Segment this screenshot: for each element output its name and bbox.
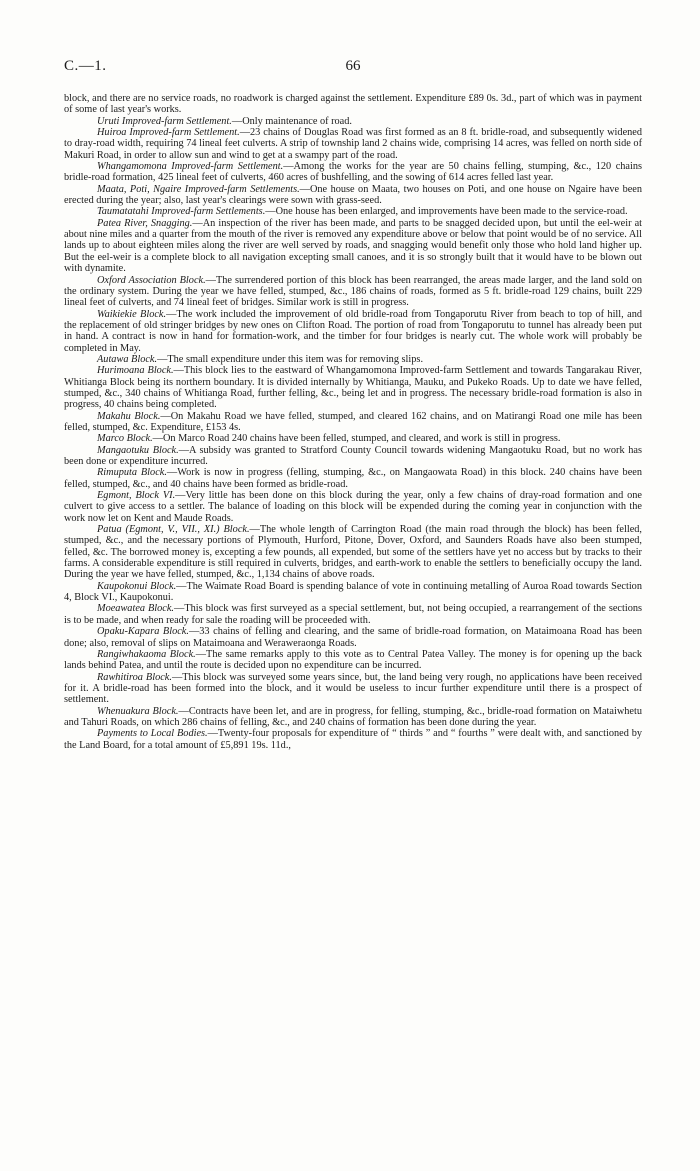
section-heading: Whangamomona Improved-farm Settlement.	[97, 161, 284, 173]
paragraph: Mangaotuku Block.—A subsidy was granted to Stratford County Council towards widening Mangaotuku Road, but no work has been done or expenditure incurred.	[64, 444, 642, 467]
section-heading: Oxford Association Block.	[97, 274, 206, 286]
paragraph: Rawhitiroa Block.—This block was surveyed some years since, but, the land being very rough, no applications have been received for it. A bridle-road has been formed into the block, and it would be useless to incur further expenditure until there is a prospect of settlement.	[64, 671, 642, 706]
section-heading: Opaku-Kapara Block.	[97, 626, 189, 638]
section-heading: Patea River, Snagging.	[97, 217, 193, 229]
section-heading: Waikiekie Block.	[97, 308, 167, 320]
section-heading: Egmont, Block VI.	[97, 490, 176, 502]
paragraph: Patea River, Snagging.—An inspection of the river has been made, and parts to be snagged decided upon, but until the eel-weir at about nine miles and a quarter from the mouth of the river is removed any expenditure above or below that point would be of no service. All lands up to about eighteen miles along the river are well served by roads, and snagging would benefit only those who hold land higher up. But the eel-weir is a complete block to all navigation excepting small canoes, and it is so strongly built that it would have to be blown out with dynamite.	[64, 217, 643, 275]
page-header	[64, 58, 642, 80]
document-reference: C.—1.	[64, 58, 107, 74]
section-heading: Hurimoana Block.	[97, 365, 174, 377]
paragraph: Maata, Poti, Ngaire Improved-farm Settlements.—One house on Maata, two houses on Poti, and one house on Ngaire have been erected during the year; also, last year's clearings were sown with grass-seed.	[64, 183, 643, 207]
paragraph: Waikiekie Block.—The work included the improvement of old bridle-road from Tongaporutu River from beach to top of hill, and the replacement of old stringer bridges by new ones on Clifton Road. The portion of road from Tongaporutu to tunnel has already been put in hand. A contract is now in hand for formation-work, and the timber for four bridges is nearly cut. The whole work will probably be completed in May.	[64, 308, 643, 354]
paragraph: Autawa Block.—The small expenditure under this item was for removing slips.	[97, 353, 424, 365]
section-heading: Rangiwhakaoma Block.	[97, 648, 196, 660]
paragraph: Huiroa Improved-farm Settlement.—23 chains of Douglas Road was first formed as an 8 ft. bridle-road, and subsequently widened to dray-road width, requiring 74 lineal feet culverts. A strip of township land 2 chains wide, comprising 14 acres, was felled on north side of Makuri Road, in order to allow sun and wind to get at a swampy part of the road.	[64, 127, 643, 161]
section-heading: Taumatatahi Improved-farm Settlements.	[97, 206, 266, 218]
section-heading: Autawa Block.	[97, 353, 158, 365]
paragraph: Rimuputa Block.—Work is now in progress (felling, stumping, &c., on Mangaowata Road) in this block. 240 chains have been felled, stumped, &c., and 40 chains have been formed as bridle-road.	[64, 467, 642, 490]
page-number: 66	[345, 58, 361, 74]
section-heading: Moeawatea Block.	[97, 603, 175, 615]
section-heading: Rimuputa Block.	[97, 467, 167, 479]
section-heading: Whenuakura Block.	[97, 705, 179, 717]
section-heading: Maata, Poti, Ngaire Improved-farm Settlements.	[97, 183, 300, 195]
paragraph: Patua (Egmont, V., VII., XI.) Block.—The whole length of Carrington Road (the main road through the block) has been felled, stumped, &c., and the necessary portions of Plymouth, Hurford, Pitone, Dover, Oxford, and Saunders Roads have also been stumped, felled, &c. The borrowed money is, excepting a few pounds, all expended, but some of the settlers have yet no access but by tracks to their farms. A considerable expenditure is still required in culverts, bridges, and earth-work to enable the settlers to beneficially occupy the land. During the year we have felled, stumped, &c., 1,134 chains of above roads.	[64, 524, 642, 581]
section-heading: Marco Block.	[97, 433, 153, 445]
body-text	[64, 93, 642, 751]
paragraph: Payments to Local Bodies.—Twenty-four proposals for expenditure of “ thirds ” and “ fourths ” were dealt with, and sanctioned by the Land Board, for a total amount of £5,891 19s. 11d.,	[64, 728, 642, 751]
section-heading: Rawhitiroa Block.	[97, 671, 172, 683]
paragraph: Oxford Association Block.—The surrendered portion of this block has been rearranged, the areas made larger, and the land sold on the ordinary system. During the year we have felled, stumped, &c., 186 chains of roads, formed as 5 ft. bridle-road 129 chains, built 229 lineal feet of culverts, and 74 lineal feet of bridges. Similar work is still in progress.	[64, 274, 642, 309]
paragraph: Taumatatahi Improved-farm Settlements.—One house has been enlarged, and improvements have been made to the service-road.	[97, 206, 628, 218]
paragraph: Whangamomona Improved-farm Settlement.—Among the works for the year are 50 chains felling, stumping, &c., 120 chains bridle-road formation, 425 lineal feet of culverts, 460 acres of bushfelling, and the sowing of 614 acres felled last year.	[64, 161, 642, 184]
section-heading: Kaupokonui Block.	[97, 580, 177, 592]
paragraph: Egmont, Block VI.—Very little has been done on this block during the year, only a few chains of dray-road formation and one culvert to give access to a settler. The balance of loading on this block will be expended during the coming year in conjunction with the work now let on Kent and Maude Roads.	[64, 490, 642, 524]
paragraph: Moeawatea Block.—This block was first surveyed as a special settlement, but, not being occupied, a rearrangement of the sections is to be made, and when ready for sale the roading will be proceeded with.	[64, 603, 642, 626]
section-heading: Payments to Local Bodies.	[97, 728, 208, 740]
section-heading: Huiroa Improved-farm Settlement.	[97, 127, 240, 139]
section-heading: Uruti Improved-farm Settlement.	[97, 115, 232, 127]
paragraph: Marco Block.—On Marco Road 240 chains have been felled, stumped, and cleared, and work is still in progress.	[97, 433, 561, 445]
section-heading: Patua (Egmont, V., VII., XI.) Block.	[97, 524, 250, 536]
paragraph: Rangiwhakaoma Block.—The same remarks apply to this vote as to Central Patea Valley. The money is for opening up the back lands behind Patea, and until the route is decided upon no expenditure can be incurred.	[64, 648, 642, 672]
section-heading: Mangaotuku Block.	[97, 444, 179, 456]
paragraph: Uruti Improved-farm Settlement.—Only maintenance of road.	[97, 115, 352, 127]
paragraph: Makahu Block.—On Makahu Road we have felled, stumped, and cleared 162 chains, and on Matirangi Road one mile has been felled, stumped, &c. Expenditure, £153 4s.	[64, 410, 642, 433]
paragraph: Opaku-Kapara Block.—33 chains of felling and clearing, and the same of bridle-road formation, on Mataimoana Road has been done; also, removal of slips on Mataimoana and Weraweraonga Roads.	[64, 626, 643, 649]
paragraph: block, and there are no service roads, no roadwork is charged against the settlement. Expenditure £89 0s. 3d., part of which was in payment of some of last year's works.	[64, 93, 642, 116]
paragraph: Kaupokonui Block.—The Waimate Road Board is spending balance of vote in continuing metalling of Auroa Road towards Section 4, Block VI., Kaupokonui.	[64, 580, 642, 604]
paragraph: Whenuakura Block.—Contracts have been let, and are in progress, for felling, stumping, &c., bridle-road formation on Mataiwhetu and Tahuri Roads, on which 286 chains of felling, &c., and 240 chains of formation has been done during the year.	[64, 705, 642, 728]
paragraph: Hurimoana Block.—This block lies to the eastward of Whangamomona Improved-farm Settlement and towards Tangarakau River, Whitianga Block being its northern boundary. It is divided internally by Whitianga, Mauku, and Pukeko Roads. Up to date we have felled, stumped, &c., 340 chains of Whitianga Road, further felling, &c., being let and in progress. The necessary bridle-road formation is also in progress, 40 chains being completed.	[64, 365, 642, 411]
section-heading: Makahu Block.	[97, 410, 161, 422]
